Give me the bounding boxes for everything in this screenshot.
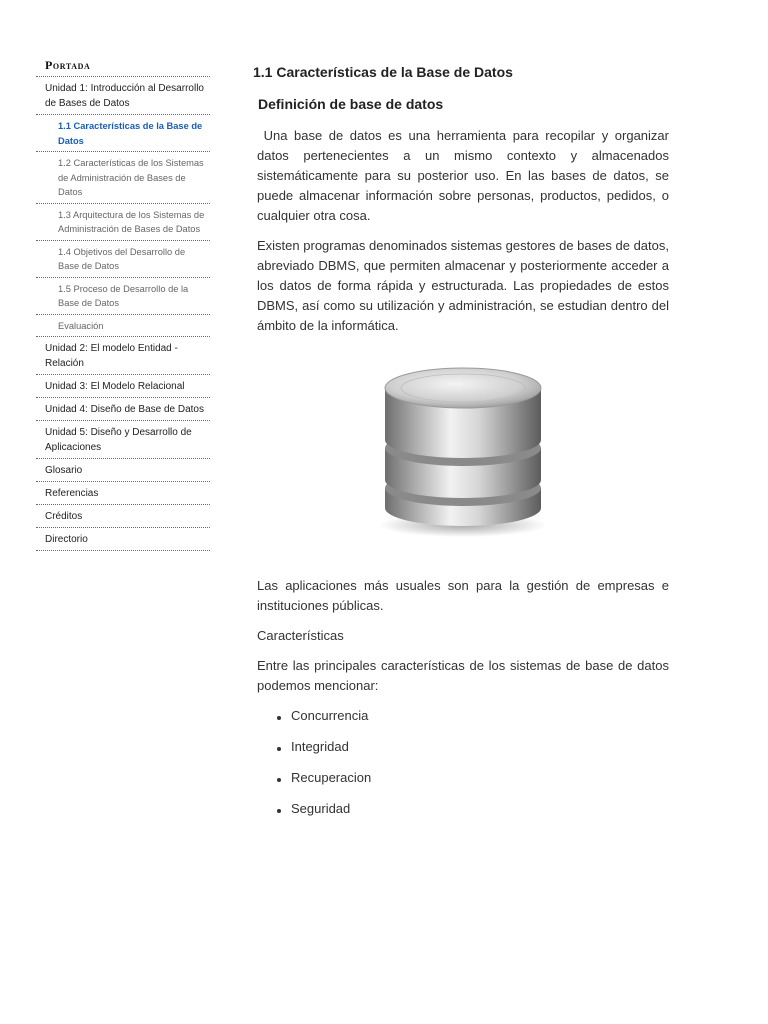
sidebar-item[interactable]: Créditos bbox=[36, 505, 210, 528]
list-item bbox=[277, 768, 669, 788]
sidebar-item[interactable]: 1.1 Características de la Base de Datos bbox=[36, 115, 210, 152]
sidebar-item[interactable]: Unidad 2: El modelo Entidad - Relación bbox=[36, 337, 210, 375]
sidebar-item[interactable]: Referencias bbox=[36, 482, 210, 505]
section-heading: Definición de base de datos bbox=[258, 96, 444, 112]
sidebar-item[interactable]: Unidad 3: El Modelo Relacional bbox=[36, 375, 210, 398]
sidebar-item[interactable]: Glosario bbox=[36, 459, 210, 482]
sidebar-nav bbox=[36, 55, 210, 551]
bullet-icon bbox=[277, 778, 281, 782]
database-icon bbox=[377, 360, 549, 538]
list-item bbox=[277, 737, 669, 757]
sidebar-item[interactable]: 1.5 Proceso de Desarrollo de la Base de Datos bbox=[36, 278, 210, 315]
sidebar-item[interactable]: Evaluación bbox=[36, 315, 210, 338]
sidebar-item[interactable]: 1.4 Objetivos del Desarrollo de Base de Datos bbox=[36, 241, 210, 278]
list-item bbox=[277, 799, 669, 819]
bullet-icon bbox=[277, 747, 281, 751]
list-item-label: Seguridad bbox=[291, 801, 351, 816]
database-figure bbox=[257, 360, 669, 538]
nav-home-link[interactable]: Portada bbox=[36, 55, 210, 77]
paragraph-characteristics-heading: Características bbox=[257, 628, 344, 643]
main-content bbox=[253, 62, 673, 830]
paragraph-definition: Una base de datos es una herramienta para recopilar y organizar datos pertenecientes a un mismo contexto y almacenados sistemáticamente para su posterior uso. En las bases de datos, se puede almacenar información sobre personas, productos, pedidos, o cualquier otra cosa. bbox=[257, 128, 673, 223]
characteristics-list bbox=[257, 706, 669, 819]
list-item-label: Concurrencia bbox=[291, 708, 369, 723]
bullet-icon bbox=[277, 716, 281, 720]
list-item-label: Recuperacion bbox=[291, 770, 372, 785]
nav-list bbox=[36, 77, 210, 551]
sidebar-item[interactable]: Directorio bbox=[36, 528, 210, 551]
bullet-icon bbox=[277, 809, 281, 813]
sidebar-item[interactable]: Unidad 1: Introducción al Desarrollo de Bases de Datos bbox=[36, 77, 210, 115]
sidebar-item[interactable]: Unidad 5: Diseño y Desarrollo de Aplicaciones bbox=[36, 421, 210, 459]
list-item-label: Integridad bbox=[291, 739, 349, 754]
paragraph-characteristics-intro: Entre las principales características de los sistemas de base de datos podemos mencionar: bbox=[257, 658, 669, 693]
sidebar-item[interactable]: 1.3 Arquitectura de los Sistemas de Administración de Bases de Datos bbox=[36, 204, 210, 241]
paragraph-applications: Las aplicaciones más usuales son para la gestión de empresas e instituciones públicas. bbox=[257, 578, 669, 613]
paragraph-dbms: Existen programas denominados sistemas gestores de bases de datos, abreviado DBMS, que permiten almacenar y posteriormente acceder a los datos de forma rápida y estructurada. Las propiedades de estos DBMS, así como su utilización y administración, se estudian dentro del ámbito de la informática. bbox=[257, 238, 669, 333]
sidebar-item[interactable]: Unidad 4: Diseño de Base de Datos bbox=[36, 398, 210, 421]
list-item bbox=[277, 706, 669, 726]
sidebar-item[interactable]: 1.2 Características de los Sistemas de Administración de Bases de Datos bbox=[36, 152, 210, 204]
page-title: 1.1 Características de la Base de Datos bbox=[253, 64, 513, 80]
